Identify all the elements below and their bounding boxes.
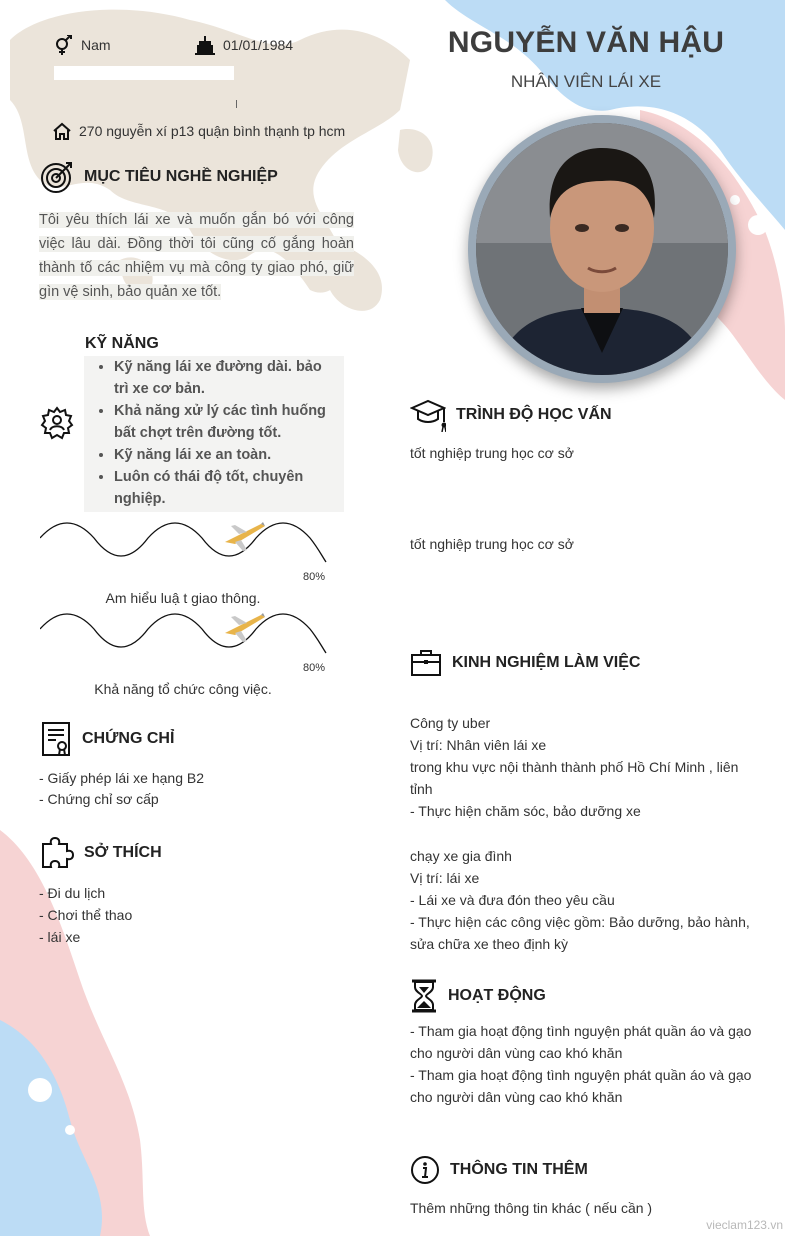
objective-header bbox=[40, 160, 278, 194]
job-detail: - Thực hiện chăm sóc, bảo dưỡng xe bbox=[410, 803, 641, 819]
activities-header bbox=[410, 979, 546, 1013]
skill-bar-2-percent: 80% bbox=[303, 662, 326, 674]
experience-job bbox=[410, 845, 762, 955]
certificates-title: CHỨNG CHỈ bbox=[82, 730, 175, 747]
gender-row bbox=[53, 35, 111, 55]
education-entry: tốt nghiệp trung học cơ sở bbox=[410, 536, 574, 552]
extra-title: THÔNG TIN THÊM bbox=[450, 1161, 588, 1178]
activity-line: - Tham gia hoạt động tình nguyện phát quần áo và gạo cho người dân vùng cao khó khăn bbox=[410, 1067, 752, 1105]
experience-header bbox=[410, 648, 640, 678]
birthday-cake-icon bbox=[195, 35, 215, 55]
hobbies-list bbox=[39, 882, 359, 948]
airplane-icon bbox=[225, 613, 265, 642]
certificate-line: - Giấy phép lái xe hạng B2 bbox=[39, 770, 204, 786]
certificates-header bbox=[40, 721, 174, 757]
certificate-icon bbox=[40, 721, 72, 757]
job-title: NHÂN VIÊN LÁI XE bbox=[510, 72, 662, 91]
job-position: Vị trí: lái xe bbox=[410, 870, 480, 886]
skill-bar-2-caption: Khả năng tổ chức công việc. bbox=[94, 681, 272, 697]
address-value: 270 nguyễn xí p13 quận bình thạnh tp hcm bbox=[79, 123, 346, 139]
objective-paragraph: Tôi yêu thích lái xe và muốn gắn bó với công việc lâu dài. Đồng thời tôi cũng cố gắng hoàn thành tố các nhiệm vụ mà công ty giao phó, giữ gìn vệ sinh, bảo quản xe tốt. bbox=[39, 212, 354, 300]
skill-bar-1 bbox=[40, 518, 330, 568]
education-title: TRÌNH ĐỘ HỌC VẤN bbox=[456, 406, 612, 423]
skill-bar-1-percent: 80% bbox=[303, 571, 326, 583]
extra-header bbox=[410, 1155, 588, 1185]
briefcase-icon bbox=[410, 648, 442, 678]
job-position: Vị trí: Nhân viên lái xe bbox=[410, 737, 547, 753]
gear-person-icon bbox=[40, 406, 74, 440]
gender-icon bbox=[53, 35, 73, 55]
target-icon bbox=[40, 160, 74, 194]
skill-bar-2 bbox=[40, 609, 330, 659]
certificates-list bbox=[39, 768, 359, 810]
experience-job bbox=[410, 712, 762, 822]
job-company: Công ty uber bbox=[410, 715, 491, 731]
birthdate-row bbox=[195, 35, 293, 55]
job-company: chạy xe gia đình bbox=[410, 848, 512, 864]
skill-item: • Luôn có thái độ tốt, chuyên nghiệp. bbox=[114, 466, 338, 510]
home-icon bbox=[53, 122, 71, 140]
activities-list bbox=[410, 1020, 770, 1108]
hobbies-title: SỞ THÍCH bbox=[84, 844, 162, 861]
graduation-cap-icon bbox=[410, 398, 446, 432]
address-row bbox=[53, 122, 345, 140]
activity-line: - Tham gia hoạt động tình nguyện phát quần áo và gạo cho người dân vùng cao khó khăn bbox=[410, 1023, 752, 1061]
hourglass-icon bbox=[410, 979, 438, 1013]
objective-title: MỤC TIÊU NGHỀ NGHIỆP bbox=[84, 168, 278, 185]
skill-item: • Khả năng xử lý các tình huống bất chợt trên đường tốt. bbox=[114, 400, 338, 444]
gender-value: Nam bbox=[81, 37, 111, 53]
activities-title: HOẠT ĐỘNG bbox=[448, 987, 546, 1004]
extra-text: Thêm những thông tin khác ( nếu cần ) bbox=[410, 1200, 653, 1216]
avatar-portrait bbox=[476, 123, 728, 375]
skills-list bbox=[84, 356, 344, 512]
redacted-contact-bar bbox=[54, 66, 234, 80]
education-entry: tốt nghiệp trung học cơ sở bbox=[410, 445, 574, 461]
job-detail: - Lái xe và đưa đón theo yêu cầu bbox=[410, 892, 615, 908]
certificate-line: - Chứng chỉ sơ cấp bbox=[39, 791, 159, 807]
skill-bar-1-caption: Am hiểu luậ t giao thông. bbox=[105, 590, 261, 606]
hobbies-header bbox=[40, 836, 162, 870]
skill-item: • Kỹ năng lái xe đường dài. bảo trì xe cơ bản. bbox=[114, 356, 338, 400]
birthdate-value: 01/01/1984 bbox=[223, 37, 294, 53]
hobby-line: - Chơi thể thao bbox=[39, 907, 133, 923]
hobby-line: - Đi du lịch bbox=[39, 885, 106, 901]
education-header bbox=[410, 398, 612, 432]
airplane-icon bbox=[225, 522, 265, 551]
candidate-name: NGUYỄN VĂN HẬU bbox=[447, 26, 725, 59]
skills-title: KỸ NĂNG bbox=[85, 335, 159, 352]
puzzle-icon bbox=[40, 836, 74, 870]
separator-tick bbox=[236, 100, 237, 108]
job-detail: trong khu vực nội thành thành phố Hồ Chí Minh , liên tỉnh bbox=[410, 759, 739, 797]
watermark: vieclam123.vn bbox=[706, 1218, 783, 1232]
objective-text bbox=[39, 208, 354, 304]
skill-item: • Kỹ năng lái xe an toàn. bbox=[114, 444, 338, 466]
hobby-line: - lái xe bbox=[39, 929, 81, 945]
avatar bbox=[476, 123, 728, 375]
experience-title: KINH NGHIỆM LÀM VIỆC bbox=[452, 654, 641, 671]
job-detail: - Thực hiện các công việc gồm: Bảo dưỡng, bảo hành, sửa chữa xe theo định kỳ bbox=[410, 914, 750, 952]
info-icon bbox=[410, 1155, 440, 1185]
